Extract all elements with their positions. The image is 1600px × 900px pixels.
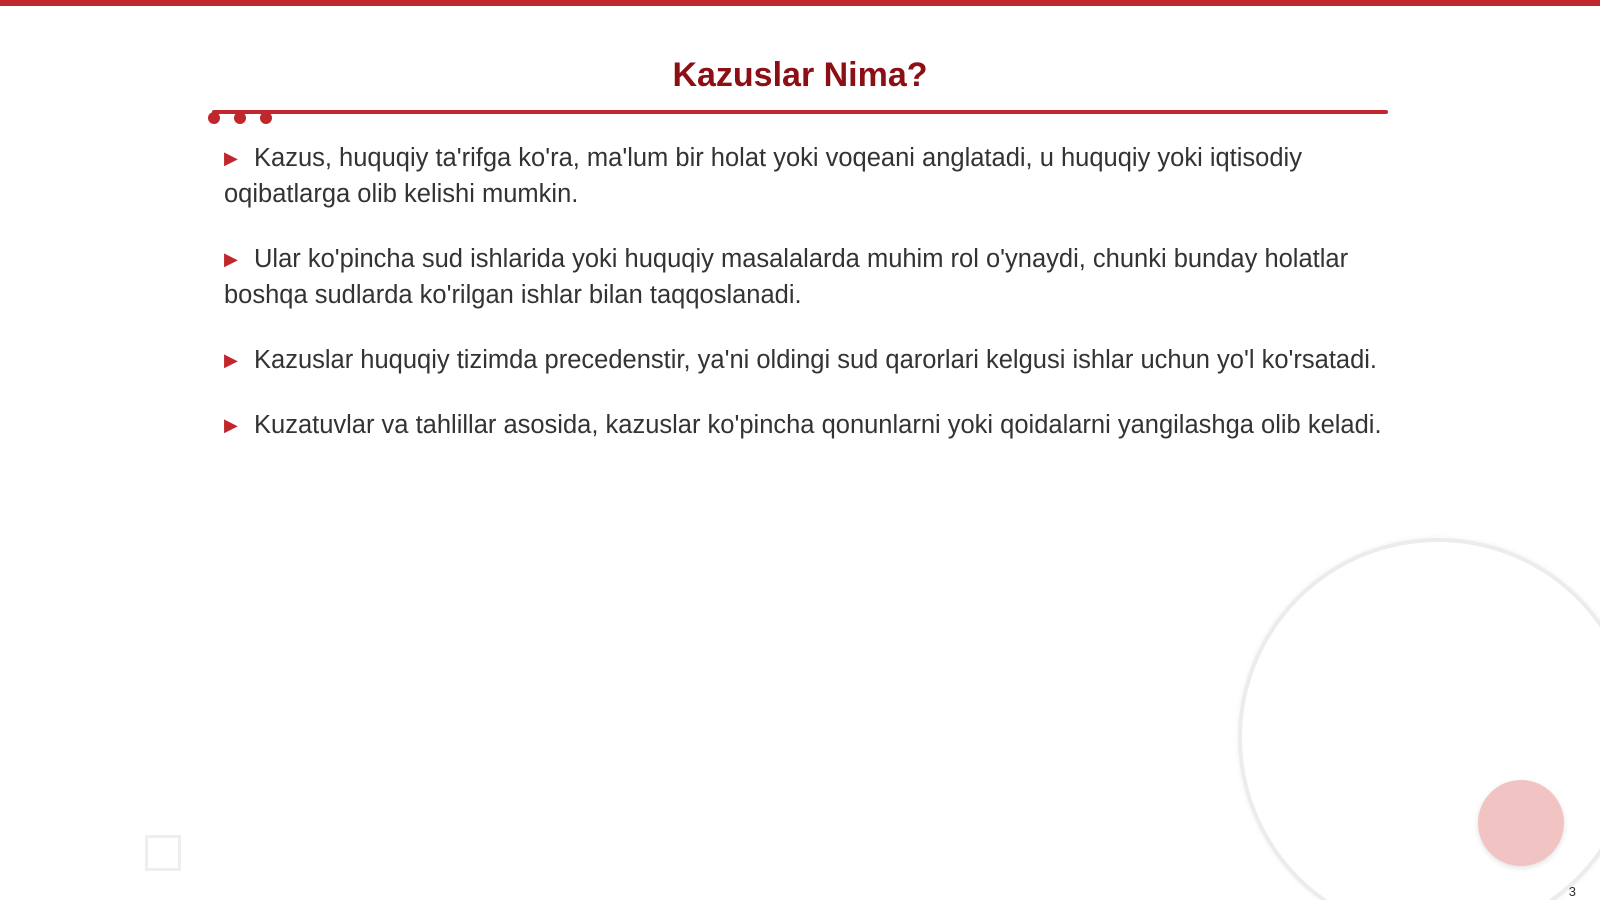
bullet-text: Kazuslar huquqiy tizimda precedenstir, ya'ni oldingi sud qarorlari kelgusi ishlar uchun yo'l ko'rsatadi. bbox=[254, 346, 1378, 374]
slide-title: Kazuslar Nima? bbox=[672, 56, 928, 94]
bullet-item bbox=[224, 407, 1394, 443]
bullet-item bbox=[224, 140, 1394, 212]
triangle-bullet-icon: ▶ bbox=[224, 350, 238, 370]
title-underline bbox=[212, 110, 1388, 114]
decorative-disc bbox=[1478, 780, 1564, 866]
bullet-item bbox=[224, 241, 1394, 313]
decorative-dot bbox=[260, 112, 272, 124]
bullet-text: Kazus, huquqiy ta'rifga ko'ra, ma'lum bir holat yoki voqeani anglatadi, u huquqiy yoki iqtisodiy oqibatlarga olib kelishi mumkin. bbox=[224, 144, 1302, 208]
decorative-square bbox=[145, 835, 181, 871]
triangle-bullet-icon: ▶ bbox=[224, 249, 238, 269]
triangle-bullet-icon: ▶ bbox=[224, 415, 238, 435]
triangle-bullet-icon: ▶ bbox=[224, 148, 238, 168]
decorative-dot bbox=[234, 112, 246, 124]
decorative-dot bbox=[208, 112, 220, 124]
bullet-text: Kuzatuvlar va tahlillar asosida, kazuslar ko'pincha qonunlarni yoki qoidalarni yangilashga olib keladi. bbox=[254, 411, 1382, 439]
bullet-text: Ular ko'pincha sud ishlarida yoki huquqiy masalalarda muhim rol o'ynaydi, chunki bunday holatlar boshqa sudlarda ko'rilgan ishlar bilan taqqoslanadi. bbox=[224, 245, 1349, 309]
bullet-item bbox=[224, 342, 1394, 378]
top-accent-bar bbox=[0, 0, 1600, 6]
bullet-list bbox=[224, 140, 1394, 472]
page-number: 3 bbox=[1568, 884, 1576, 899]
